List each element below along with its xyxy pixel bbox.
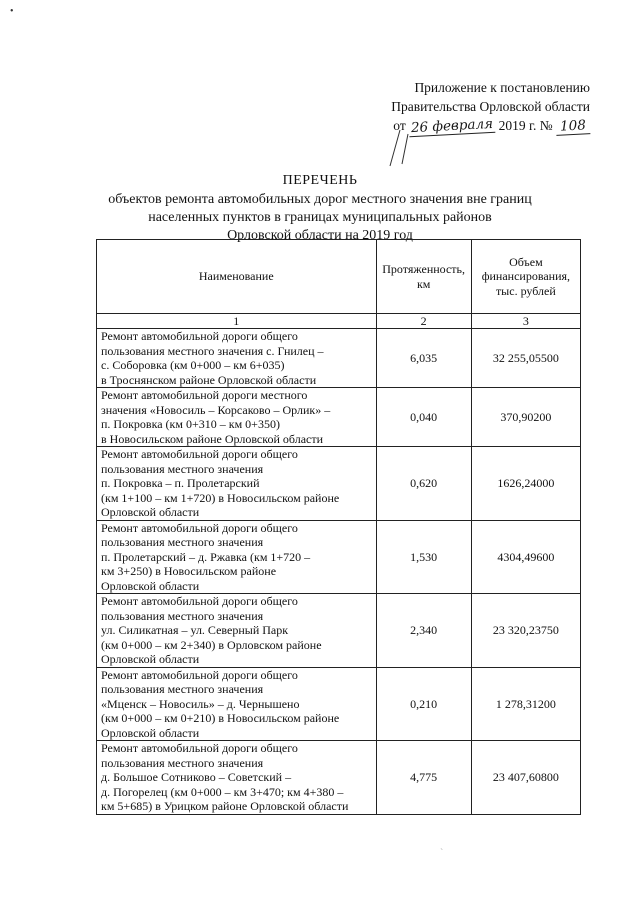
road-name-line: Ремонт автомобильной дороги общего xyxy=(101,447,298,461)
funding-cell: 1 278,31200 xyxy=(471,667,580,741)
road-name-line: д. Большое Сотниково – Советский – xyxy=(101,770,292,784)
road-name-line: (км 0+000 – км 2+340) в Орловском районе xyxy=(101,637,322,652)
road-name-line: Ремонт автомобильной дороги общего xyxy=(101,667,298,682)
year-label: 2019 г. № xyxy=(498,118,553,133)
table-row xyxy=(97,447,581,521)
road-name-line: км 3+250) в Новосильском районе xyxy=(101,564,277,578)
road-name-line: д. Погорелец (км 0+000 – км 3+470; км 4+380 – xyxy=(101,784,344,799)
road-name-line: пользования местного значения xyxy=(101,535,264,549)
header-funding: Объем финансирования, тыс. рублей xyxy=(471,240,580,314)
header-length: Протяженность, км xyxy=(376,240,471,314)
road-name-line: Орловской области xyxy=(101,652,200,666)
road-name-line: с. Соборовка (км 0+000 – км 6+035) xyxy=(101,358,285,372)
road-name-cell xyxy=(97,667,377,741)
header-name: Наименование xyxy=(97,240,377,314)
funding-cell: 23 407,60800 xyxy=(471,741,580,815)
table-header-row xyxy=(97,240,581,314)
road-name-line: п. Пролетарский – д. Ржавка (км 1+720 – xyxy=(101,549,311,564)
funding-cell: 4304,49600 xyxy=(471,520,580,594)
column-number-1: 1 xyxy=(97,314,377,329)
column-number-row xyxy=(97,314,581,329)
roads-table xyxy=(96,239,581,815)
table-row xyxy=(97,329,581,388)
road-name-line: пользования местного значения с. Гнилец – xyxy=(101,343,324,358)
length-cell: 2,340 xyxy=(376,594,471,668)
length-cell: 4,775 xyxy=(376,741,471,815)
road-name-line: «Мценск – Новосиль» – д. Чернышено xyxy=(101,696,300,711)
road-name-line: в Троснянском районе Орловской области xyxy=(101,372,317,387)
road-name-line: Орловской области xyxy=(101,505,200,519)
title-line-1: объектов ремонта автомобильных дорог местного значения вне границ xyxy=(108,192,532,207)
road-name-line: Ремонт автомобильной дороги общего xyxy=(101,594,298,608)
road-name-cell xyxy=(97,388,377,447)
title-line-3: Орловской области на 2019 год xyxy=(227,228,413,243)
table-row xyxy=(97,594,581,668)
road-name-line: Ремонт автомобильной дороги общего xyxy=(101,329,298,343)
length-cell: 0,210 xyxy=(376,667,471,741)
road-name-line: пользования местного значения xyxy=(101,461,264,476)
funding-cell: 23 320,23750 xyxy=(471,594,580,668)
table-body xyxy=(97,329,581,815)
road-name-cell xyxy=(97,741,377,815)
road-name-line: в Новосильском районе Орловской области xyxy=(101,431,324,446)
road-name-line: пользования местного значения xyxy=(101,682,264,696)
table-row xyxy=(97,741,581,815)
funding-cell: 370,90200 xyxy=(471,388,580,447)
funding-cell: 32 255,05500 xyxy=(471,329,580,388)
title-heading: ПЕРЕЧЕНЬ xyxy=(282,173,358,188)
document-title xyxy=(60,172,580,245)
road-name-line: Ремонт автомобильной дороги общего xyxy=(101,520,298,535)
length-cell: 0,620 xyxy=(376,447,471,521)
road-name-line: (км 0+000 – км 0+210) в Новосильском районе xyxy=(101,711,340,725)
road-name-cell xyxy=(97,447,377,521)
handwritten-date: 26 февраля xyxy=(409,117,496,137)
scan-artifact: ` xyxy=(440,848,444,859)
funding-cell: 1626,24000 xyxy=(471,447,580,521)
road-name-line: Ремонт автомобильной дороги местного xyxy=(101,388,308,402)
length-cell: 6,035 xyxy=(376,329,471,388)
road-name-cell xyxy=(97,594,377,668)
road-name-line: пользования местного значения xyxy=(101,755,264,770)
road-name-line: Ремонт автомобильной дороги общего xyxy=(101,741,298,755)
road-name-line: Орловской области xyxy=(101,725,200,740)
scan-mark: • xyxy=(10,6,14,17)
road-name-cell xyxy=(97,329,377,388)
table-row xyxy=(97,388,581,447)
road-name-line: пользования местного значения xyxy=(101,608,264,623)
length-cell: 0,040 xyxy=(376,388,471,447)
column-number-3: 3 xyxy=(471,314,580,329)
road-name-line: ул. Силикатная – ул. Северный Парк xyxy=(101,623,289,637)
handwritten-number: 108 xyxy=(556,118,591,136)
road-name-line: значения «Новосиль – Корсаково – Орлик» – xyxy=(101,402,331,417)
appendix-block xyxy=(350,78,590,135)
road-name-line: п. Покровка (км 0+310 – км 0+350) xyxy=(101,417,280,431)
appendix-line-2: Правительства Орловской области xyxy=(391,99,590,114)
appendix-line-1: Приложение к постановлению xyxy=(414,80,590,95)
table-row xyxy=(97,667,581,741)
from-label: от xyxy=(393,118,406,133)
road-name-line: п. Покровка – п. Пролетарский xyxy=(101,476,260,490)
road-name-line: Орловской области xyxy=(101,578,200,593)
table-row xyxy=(97,520,581,594)
column-number-2: 2 xyxy=(376,314,471,329)
road-name-line: (км 1+100 – км 1+720) в Новосильском районе xyxy=(101,490,340,505)
road-name-cell xyxy=(97,520,377,594)
signature-stroke xyxy=(386,128,446,168)
title-line-2: населенных пунктов в границах муниципальных районов xyxy=(148,210,492,225)
road-name-line: км 5+685) в Урицком районе Орловской области xyxy=(101,799,349,813)
length-cell: 1,530 xyxy=(376,520,471,594)
